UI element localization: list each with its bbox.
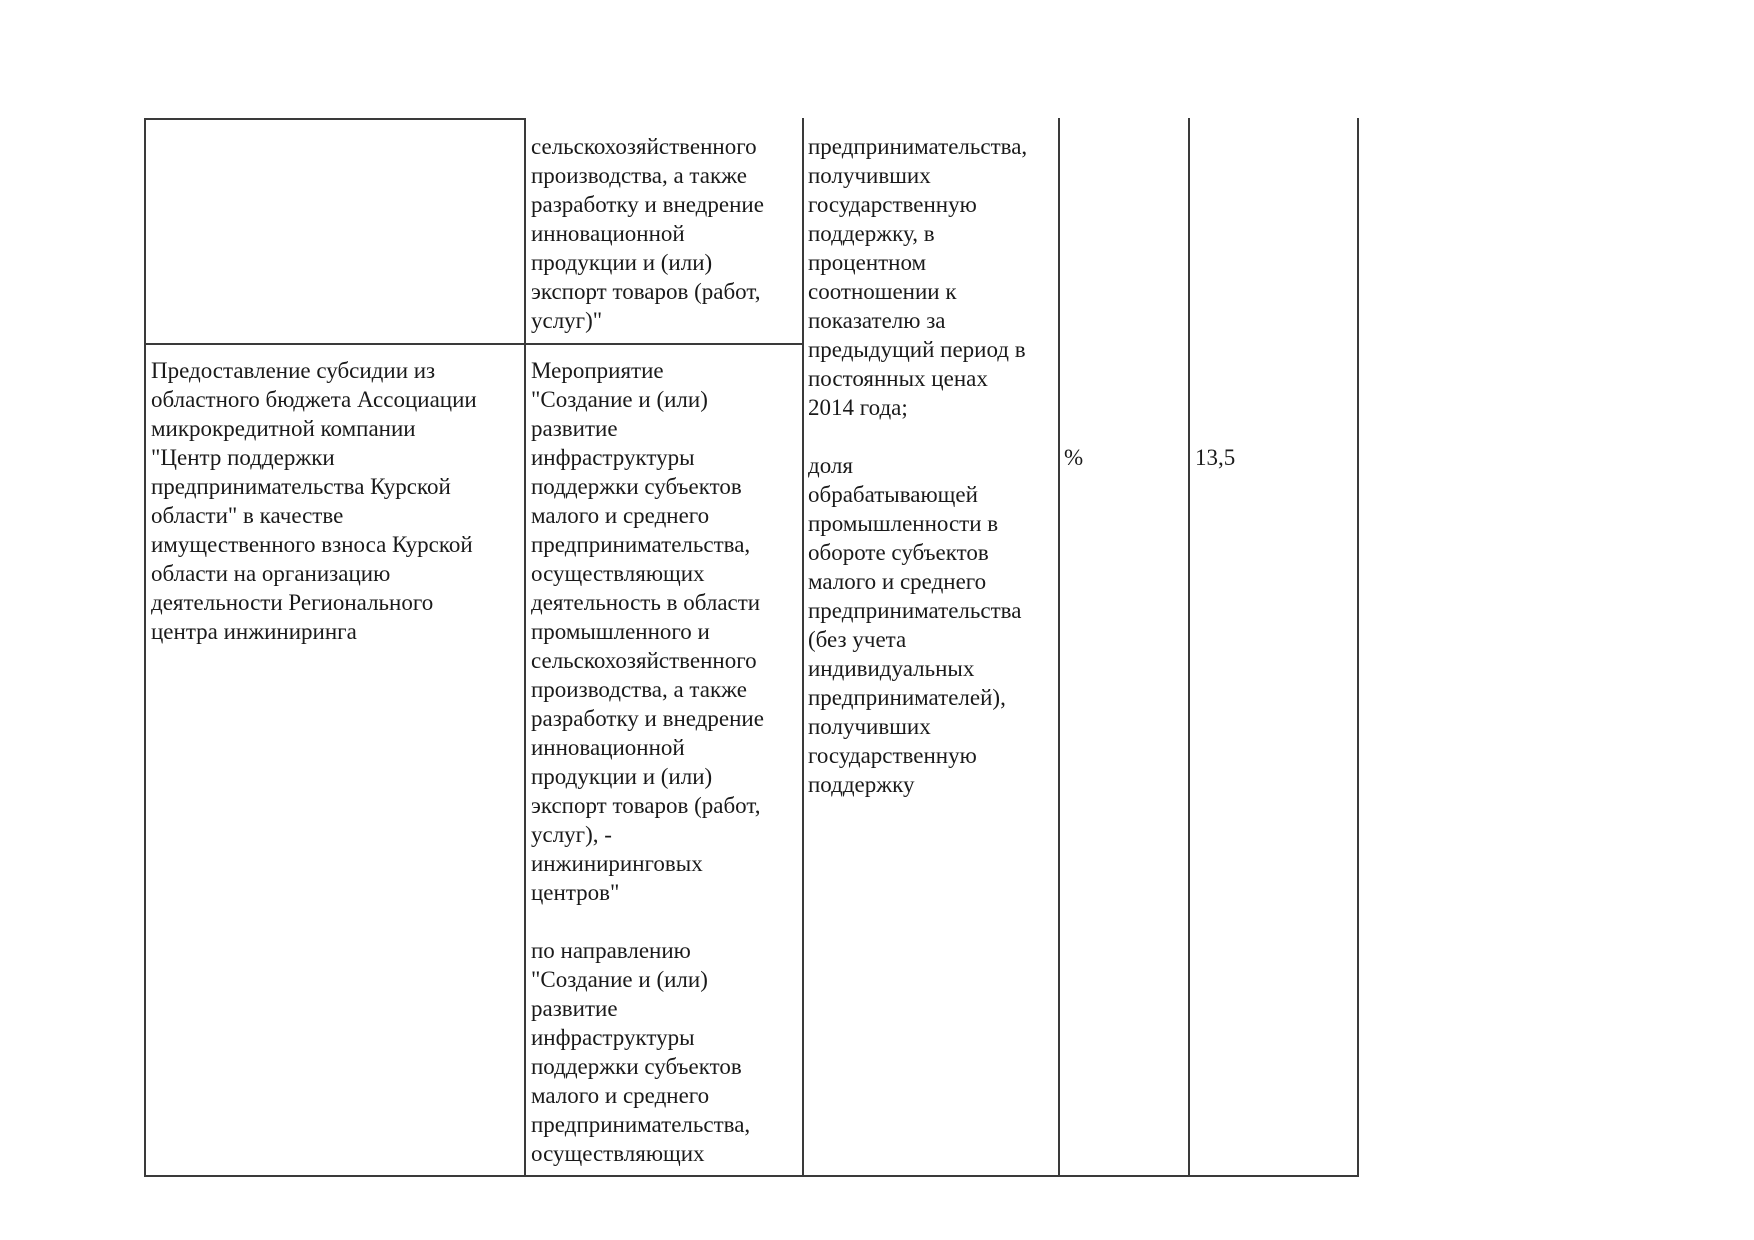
unit-cell: % [1064,445,1084,470]
table-left-border [144,118,146,1176]
indicator-text: предпринимательства, получивших государственную поддержку, в процентном соотношении к показателю за предыдущий период в постоянных ценах 2014 года; доля обрабатывающей промышленности в обороте субъектов малого и среднего предпринимательства (без учета индивидуальных предпринимателей), получивших государственную поддержку [808,134,1028,797]
row-divider [144,343,803,345]
table-bottom-border [144,1175,1359,1177]
table-top-border [144,118,525,120]
row2-measure-text: Мероприятие "Создание и (или) развитие инфраструктуры поддержки субъектов малого и среднего предпринимательства, осуществляющих деятельность в области промышленного и сельскохозяйственного производства, а также разработку и внедрение инновационной продукции и (или) экспорт товаров (работ, услуг), - инжиниринговых центров" по направлению "Создание и (или) развитие инфраструктуры поддержки субъектов малого и среднего предпринимательства, осуществляющих [531,358,764,1166]
value-cell: 13,5 [1195,445,1236,470]
column-divider-2 [802,118,804,1176]
column-divider-3 [1058,118,1060,1176]
row2-program-text: Предоставление субсидии из областного бюджета Ассоциации микрокредитной компании "Центр поддержки предпринимательства Курской области" в качестве имущественного взноса Курской области на организацию деятельности Регионального центра инжиниринга [151,358,477,644]
column-divider-4 [1188,118,1190,1176]
row1-measure-text: сельскохозяйственного производства, а также разработку и внедрение инновационной продукции и (или) экспорт товаров (работ, услуг)" [531,134,764,333]
table-right-border [1357,118,1359,1176]
column-divider-1 [524,118,526,1176]
